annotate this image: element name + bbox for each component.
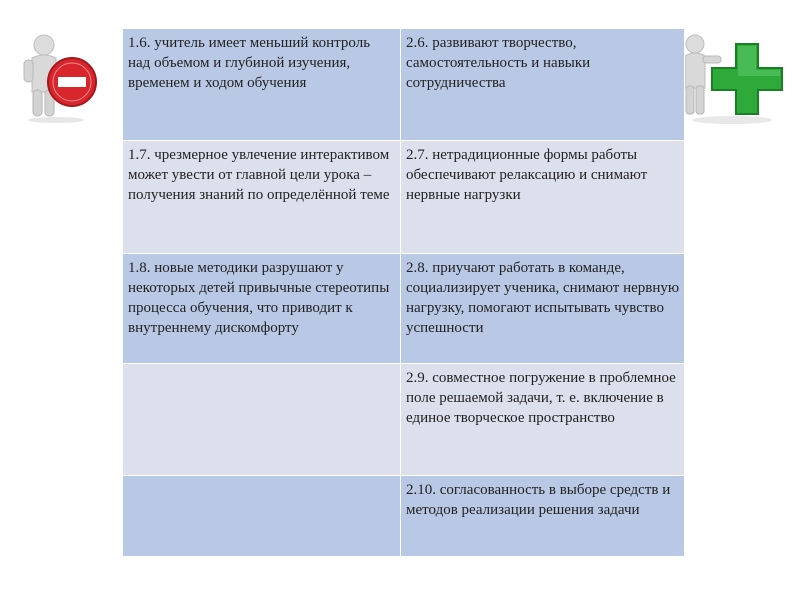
disadvantage-cell: 1.6. учитель имеет меньший контроль над объемом и глубиной изучения, временем и ходом обучения bbox=[123, 29, 401, 141]
person-with-green-plus-icon bbox=[672, 26, 792, 126]
disadvantage-cell: 1.8. новые методики разрушают у некоторых детей привычные стереотипы процесса обучения, что приводит к внутреннему дискомфорту bbox=[123, 254, 401, 364]
table-row bbox=[123, 254, 685, 364]
table-row bbox=[123, 141, 685, 254]
advantage-cell: 2.6. развивают творчество, самостоятельность и навыки сотрудничества bbox=[401, 29, 685, 141]
table-row bbox=[123, 364, 685, 476]
disadvantage-cell: 1.7. чрезмерное увлечение интерактивом может увести от главной цели урока – получения знаний по определённой теме bbox=[123, 141, 401, 254]
disadvantage-cell bbox=[123, 364, 401, 476]
disadvantage-cell bbox=[123, 476, 401, 557]
table-row bbox=[123, 29, 685, 141]
advantage-cell: 2.8. приучают работать в команде, социализирует ученика, снимают нервную нагрузку, помогают испытывать чувство успешности bbox=[401, 254, 685, 364]
person-with-stop-sign-icon bbox=[18, 32, 108, 124]
table-row bbox=[123, 476, 685, 557]
advantage-cell: 2.7. нетрадиционные формы работы обеспечивают релаксацию и снимают нервные нагрузки bbox=[401, 141, 685, 254]
comparison-table bbox=[122, 28, 685, 557]
advantage-cell: 2.9. совместное погружение в проблемное поле решаемой задачи, т. е. включение в единое творческое пространство bbox=[401, 364, 685, 476]
advantage-cell: 2.10. согласованность в выборе средств и методов реализации решения задачи bbox=[401, 476, 685, 557]
